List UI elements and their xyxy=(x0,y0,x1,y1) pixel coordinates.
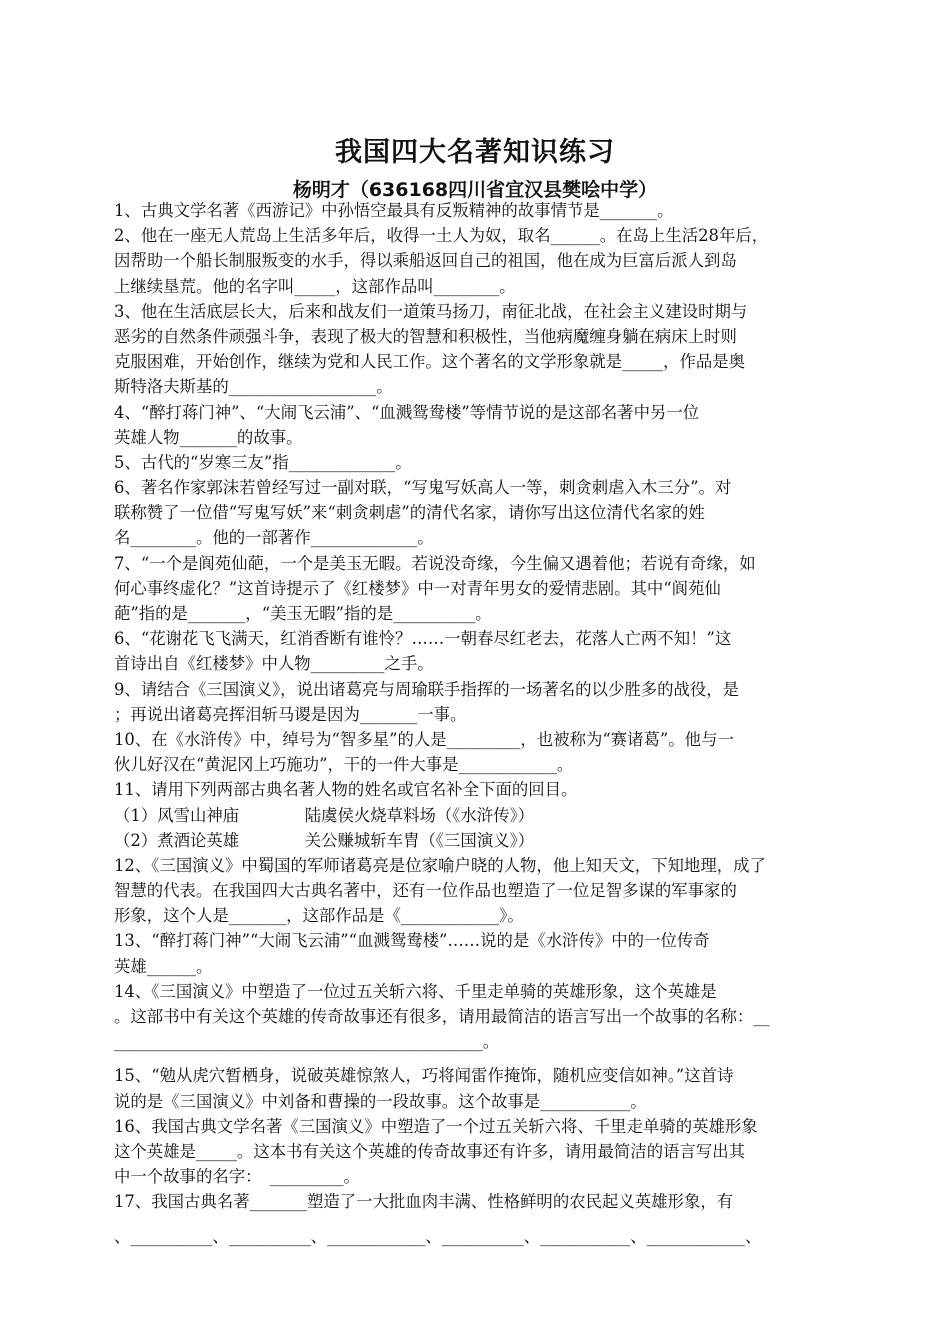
text-line: 5、古代的“岁寒三友”指_____________。 xyxy=(114,452,412,472)
text-line: 首诗出自《红楼梦》中人物_________之手。 xyxy=(114,654,434,674)
text-line: 15、“勉从虎穴暂栖身，说破英雄惊煞人，巧将闻雷作掩饰，随机应变信如神。”这首诗 xyxy=(114,1066,734,1086)
text-line: 联称赞了一位借“写鬼写妖”来“刺贪刺虐”的清代名家，请你写出这位清代名家的姓 xyxy=(114,503,705,523)
text-line: 斯特洛夫斯基的__________________。 xyxy=(114,377,393,397)
text-line: 2、他在一座无人荒岛上生活多年后，收得一土人为奴，取名______。在岛上生活28年后， xyxy=(114,226,769,246)
text-line: （1）风雪山神庙 陆虞侯火烧草料场（《水浒传》） xyxy=(114,805,535,825)
text-line: 恶劣的自然条件顽强斗争，表现了极大的智慧和积极性，当他病魔缠身躺在病床上时则 xyxy=(114,326,737,346)
text-line: _____________________________________________。 xyxy=(114,1032,500,1052)
text-line: 名________。他的一部著作_____________。 xyxy=(114,528,434,548)
text-line: 6、著名作家郭沫若曾经写过一副对联，“写鬼写妖高人一等，刺贪刺虐入木三分”。对 xyxy=(114,478,732,498)
text-line: 英雄______。 xyxy=(114,956,213,976)
text-line: 、__________、__________、____________、__________、___________、____________、 xyxy=(114,1226,762,1246)
text-line: 因帮助一个船长制服叛变的水手，得以乘船返回自己的祖国，他在成为巨富后派人到岛 xyxy=(114,251,737,271)
text-line: 4、“醉打蒋门神”、“大闹飞云浦”、“血溅鸳鸯楼”等情节说的是这部名著中另一位 xyxy=(114,402,700,422)
text-line: 何心事终虚化？”这首诗提示了《红楼梦》中一对青年男女的爱情悲剧。其中“阆苑仙 xyxy=(114,578,721,598)
text-line: 中一个故事的名字： _________。 xyxy=(114,1167,360,1187)
text-line: 7、“一个是阆苑仙葩，一个是美玉无暇。若说没奇缘，今生偏又遇着他；若说有奇缘，如 xyxy=(114,553,756,573)
document-subtitle: 杨明才（636168四川省宜汉县樊哙中学） xyxy=(292,179,658,201)
text-line: 9、请结合《三国演义》，说出诸葛亮与周瑜联手指挥的一场著名的以少胜多的战役，是 xyxy=(114,679,740,699)
text-line: 6、“花谢花飞飞满天，红消香断有谁怜？……一朝春尽红老去，花落人亡两不知！”这 xyxy=(114,629,732,649)
text-line: 葩”指的是_______，“美玉无暇”指的是__________。 xyxy=(114,604,492,623)
text-line: 3、他在生活底层长大，后来和战友们一道策马扬刀，南征北战，在社会主义建设时期与 xyxy=(114,301,748,321)
text-line: 英雄人物_______的故事。 xyxy=(114,427,303,447)
text-line: 13、“醉打蒋门神”“大闹飞云浦”“血溅鸳鸯楼”……说的是《水浒传》中的一位传奇 xyxy=(114,931,710,951)
text-line: 说的是《三国演义》中刘备和曹操的一段故事。这个故事是___________。 xyxy=(114,1091,647,1111)
text-line: 智慧的代表。在我国四大古典名著中，还有一位作品也塑造了一位足智多谋的军事家的 xyxy=(114,881,737,901)
spacer xyxy=(114,1215,860,1224)
text-line: 。这部书中有关这个英雄的传奇故事还有很多，请用最简洁的语言写出一个故事的名称：__ xyxy=(114,1007,770,1026)
text-line: 伙儿好汉在“黄泥冈上巧施功”，干的一件大事是____________。 xyxy=(114,755,574,775)
question-body xyxy=(114,198,860,1249)
text-line: 克服困难，开始创作，继续为党和人民工作。这个著名的文学形象就是_____，作品是奥 xyxy=(114,352,746,372)
text-line: 形象，这个人是_______，这部作品是《____________》。 xyxy=(114,906,524,926)
document-title: 我国四大名著知识练习 xyxy=(335,137,615,168)
text-line: 10、在《水浒传》中，绰号为“智多星”的人是_________，也被称为“赛诸葛”。他与一 xyxy=(114,729,734,749)
text-line: ；再说出诸葛亮挥泪斩马谡是因为_______一事。 xyxy=(114,704,467,724)
text-line: （2）煮酒论英雄 关公赚城斩车胄（《三国演义》） xyxy=(114,830,535,850)
text-line: 1、古典文学名著《西游记》中孙悟空最具有反叛精神的故事情节是_______。 xyxy=(114,201,674,220)
text-line: 16、我国古典文学名著《三国演义》中塑造了一个过五关斩六将、千里走单骑的英雄形象 xyxy=(114,1116,758,1136)
spacer xyxy=(114,1054,860,1063)
text-line: 12、《三国演义》中蜀国的军师诸葛亮是位家喻户晓的人物，他上知天文，下知地理，成了 xyxy=(114,855,766,875)
text-line: 14、《三国演义》中塑造了一位过五关斩六将、千里走单骑的英雄形象，这个英雄是 xyxy=(114,981,717,1001)
text-line: 17、我国古典名著_______塑造了一大批血肉丰满、性格鲜明的农民起义英雄形象，有 xyxy=(114,1192,734,1212)
text-line: 上继续垦荒。他的名字叫_____，这部作品叫________。 xyxy=(114,276,516,296)
text-line: 11、请用下列两部古典名著人物的姓名或官名补全下面的回目。 xyxy=(114,780,578,800)
text-line: 这个英雄是_____。这本书有关这个英雄的传奇故事还有许多，请用最简洁的语言写出其 xyxy=(114,1141,746,1161)
